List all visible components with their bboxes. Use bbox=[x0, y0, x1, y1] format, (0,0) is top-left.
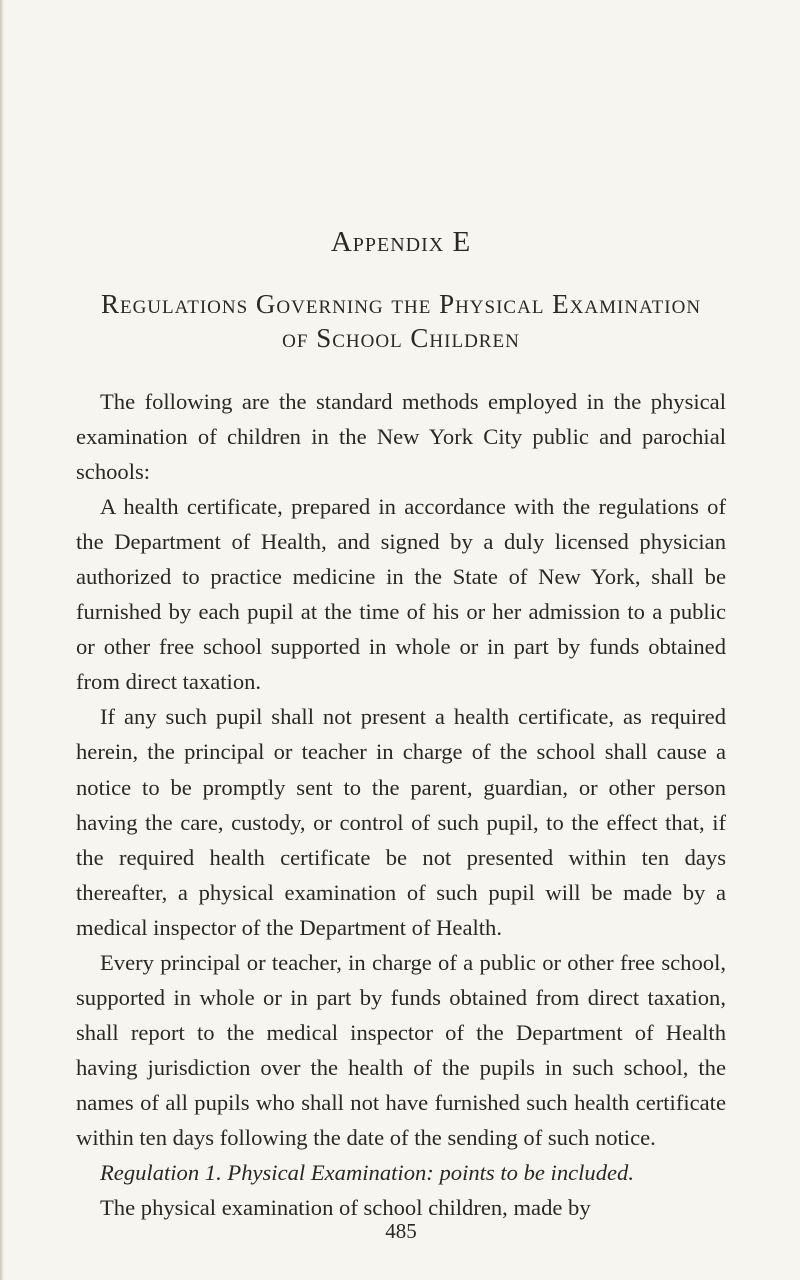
paragraph-health-certificate: A health certificate, prepared in accordance with the regulations of the Department of Health, and signed by a duly licensed physician authorized to practice medicine in the State of New York, shall be furnished by each pupil at the time of his or her admission to a public or other free school supported in whole or in part by funds obtained from direct taxation. bbox=[76, 494, 726, 695]
paragraph-reporting: Every principal or teacher, in charge of a public or other free school, supported in whole or in part by funds obtained from direct taxation, shall report to the medical inspector of the Department of Health having jurisdiction over the health of the pupils in such school, the names of all pupils who shall not have furnished such health certificate within ten days following the date of the sending of such notice. bbox=[76, 949, 726, 1150]
body-text bbox=[76, 384, 726, 1225]
page-edge bbox=[0, 0, 4, 1280]
appendix-title: Appendix E bbox=[330, 226, 472, 258]
paragraph-final: The physical examination of school children, made by bbox=[100, 1195, 591, 1221]
page-number: 485 bbox=[385, 1219, 417, 1243]
section-title-line-1: Regulations Governing the Physical Examination bbox=[100, 289, 702, 319]
regulation-heading: Regulation 1. Physical Examination: points to be included. bbox=[100, 1160, 634, 1186]
paragraph-missing-certificate: If any such pupil shall not present a health certificate, as required herein, the principal or teacher in charge of the school shall cause a notice to be promptly sent to the parent, guardian, or other person having the care, custody, or control of such pupil, to the effect that, if the required health certificate be not presented within ten days thereafter, a physical examination of such pupil will be made by a medical inspector of the Department of Health. bbox=[76, 704, 726, 940]
section-title bbox=[76, 287, 726, 355]
section-title-line-2: of School Children bbox=[282, 323, 520, 353]
paragraph-intro: The following are the standard methods employed in the physical examination of children in the New York City public and parochial schools: bbox=[76, 389, 726, 485]
